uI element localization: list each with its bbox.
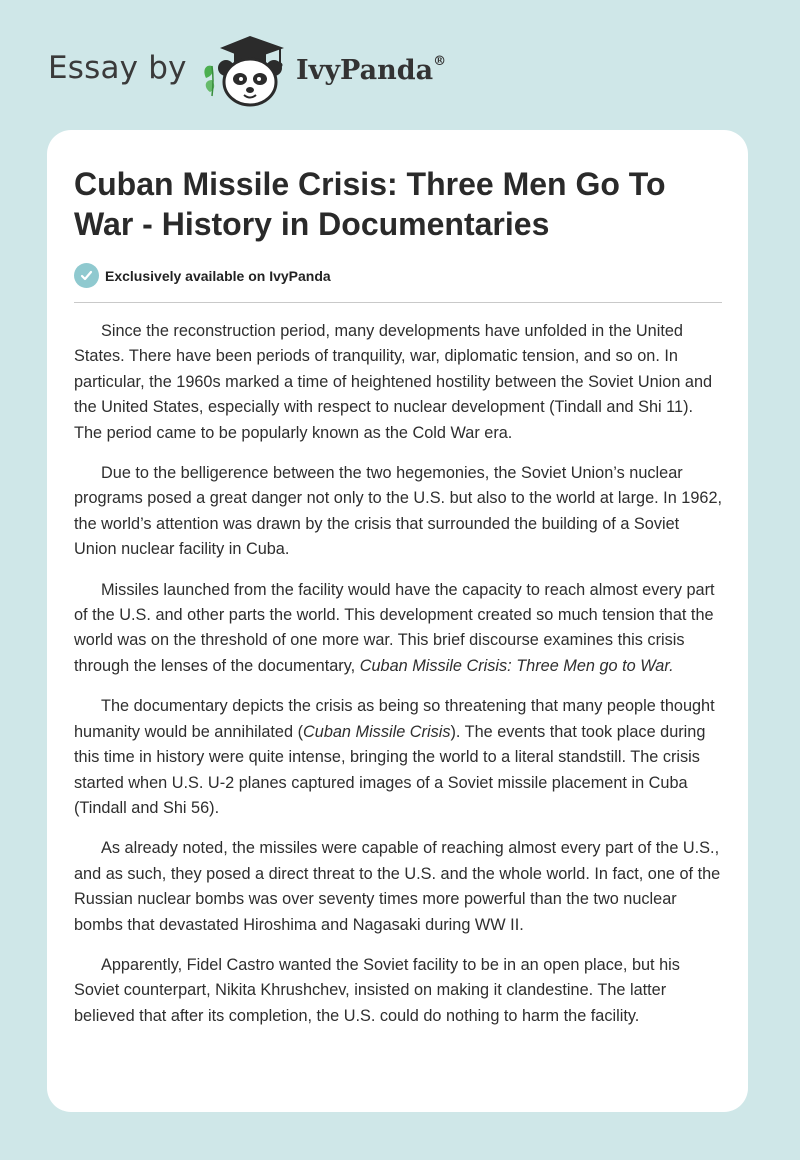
paragraph: The documentary depicts the crisis as being so threatening that many people thought humanity would be annihilated (Cuban Missile Crisis). The events that took place during this time in history were quite intense, bringing the world to a literal standstill. The crisis started when U.S. U-2 planes captured images of a Soviet missile placement in Cuba (Tindall and Shi 56). bbox=[74, 697, 715, 817]
page-title: Cuban Missile Crisis: Three Men Go To War - History in Documentaries bbox=[74, 166, 666, 242]
paragraph: Apparently, Fidel Castro wanted the Soviet facility to be in an open place, but his Soviet counterpart, Nikita Khrushchev, insisted on making it clandestine. The latter believed that after its completion, the U.S. could do nothing to harm the facility. bbox=[74, 955, 680, 1025]
essay-card bbox=[47, 130, 748, 1112]
badge-label: Exclusively available on IvyPanda bbox=[105, 267, 331, 284]
citation-title: Cuban Missile Crisis bbox=[303, 722, 451, 741]
brand-name[interactable]: IvyPanda® bbox=[296, 54, 447, 86]
paragraph: Since the reconstruction period, many developments have unfolded in the United States. There have been periods of tranquility, war, diplomatic tension, and so on. In particular, the 1960s marked a time of heightened hostility between the Soviet Union and the United States, especially with respect to nuclear development (Tindall and Shi 11). The period came to be popularly known as the Cold War era. bbox=[74, 322, 713, 442]
site-header bbox=[0, 0, 800, 125]
exclusive-badge bbox=[74, 263, 331, 288]
check-circle-icon bbox=[74, 263, 99, 288]
essay-body bbox=[74, 319, 724, 1044]
documentary-title: Cuban Missile Crisis: Three Men go to War. bbox=[359, 656, 674, 675]
paragraph: Missiles launched from the facility would have the capacity to reach almost every part of the U.S. and other parts the world. This development created so much tension that the world was on the threshold of one more war. This brief discourse examines this crisis through the lenses of the documentary, Cuban Missile Crisis: Three Men go to War. bbox=[74, 580, 715, 675]
paragraph: Due to the belligerence between the two hegemonies, the Soviet Union’s nuclear programs posed a great danger not only to the U.S. but also to the world at large. In 1962, the world’s attention was drawn by the crisis that surrounded the building of a Soviet Union nuclear facility in Cuba. bbox=[74, 464, 723, 559]
brand-prefix: Essay by bbox=[48, 50, 187, 86]
paragraph: As already noted, the missiles were capable of reaching almost every part of the U.S., and as such, they posed a direct threat to the U.S. and the whole world. In fact, one of the Russian nuclear bombs was over seventy times more powerful than the two nuclear bombs that devastated Hiroshima and Nagasaki during WW II. bbox=[74, 839, 721, 934]
panda-graduate-icon[interactable] bbox=[200, 34, 292, 108]
divider bbox=[74, 302, 722, 303]
